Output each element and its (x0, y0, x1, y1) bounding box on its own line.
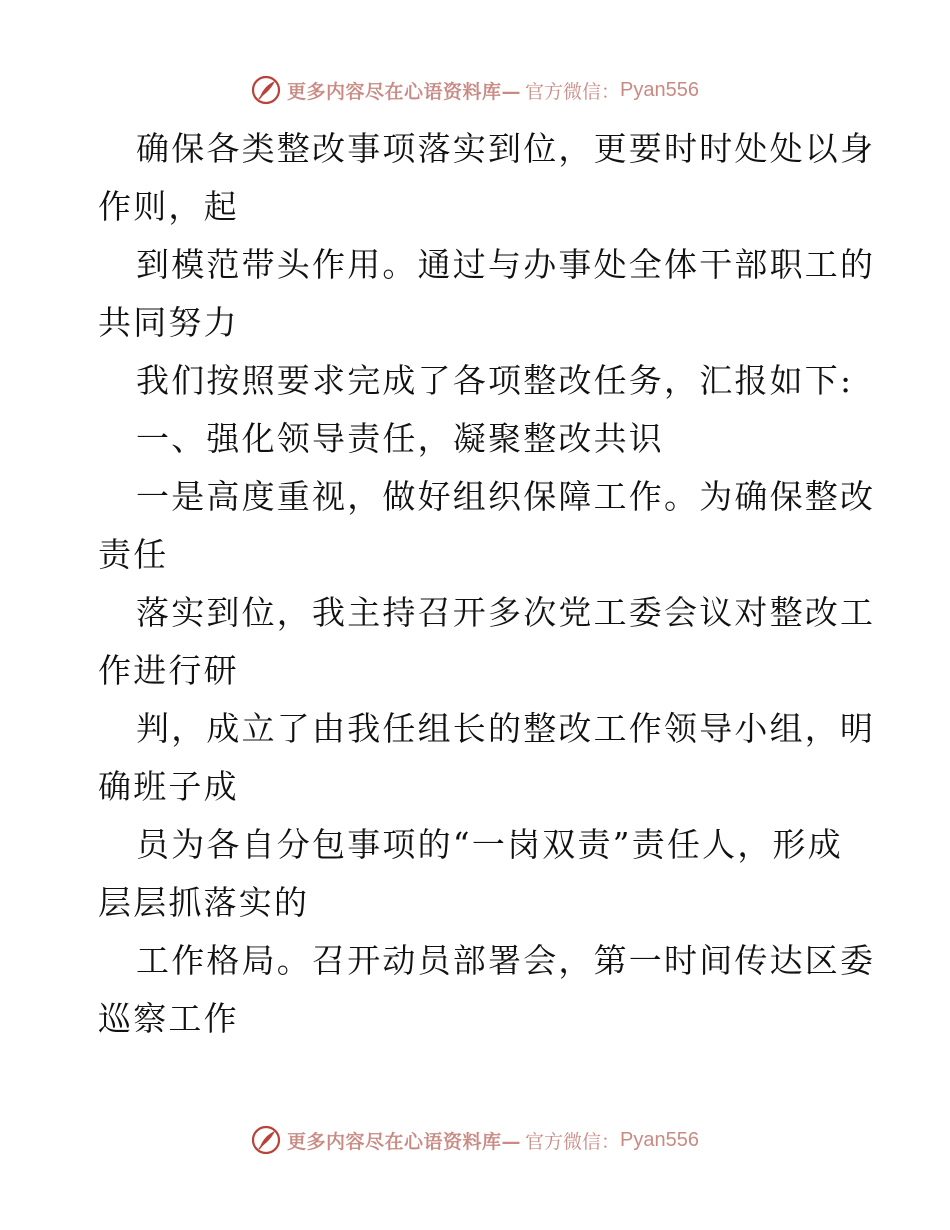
text-line: 一是高度重视，做好组织保障工作。为确保整改 (136, 477, 876, 516)
text-line: 作进行研 (98, 651, 239, 690)
text-line: 共同努力 (98, 303, 239, 342)
text-line: 作则，起 (98, 187, 239, 226)
wechat-id: Pyan556 (620, 1128, 699, 1151)
footer-watermark (0, 1120, 950, 1160)
section-heading: 一、强化领导责任，凝聚整改共识 (136, 419, 664, 458)
text-line: 巡察工作 (98, 999, 239, 1038)
text-line: 确班子成 (98, 767, 239, 806)
header-watermark (0, 70, 950, 110)
wechat-label: 官方微信： (525, 80, 621, 103)
text-line: 我们按照要求完成了各项整改任务，汇报如下: (136, 361, 854, 400)
text-line: 确保各类整改事项落实到位，更要时时处处以身 (136, 129, 876, 168)
text-line: 责任 (98, 535, 169, 574)
text-line: 层层抓落实的 (98, 883, 310, 922)
feather-pen-logo-icon (251, 75, 281, 105)
text-line: 工作格局。召开动员部署会，第一时间传达区委 (136, 941, 876, 980)
text-line: 判，成立了由我任组长的整改工作领导小组，明 (136, 709, 876, 748)
watermark-text: 更多内容尽在心语资料库— (287, 1130, 522, 1153)
wechat-label: 官方微信： (525, 1130, 621, 1153)
watermark-text: 更多内容尽在心语资料库— (287, 80, 522, 103)
wechat-id: Pyan556 (620, 78, 699, 101)
text-line: 落实到位，我主持召开多次党工委会议对整改工 (136, 593, 876, 632)
document-body (98, 120, 876, 1048)
text-line: 到模范带头作用。通过与办事处全体干部职工的 (136, 245, 876, 284)
text-line: 员为各自分包事项的“一岗双责”责任人，形成 (136, 825, 843, 864)
feather-pen-logo-icon (251, 1125, 281, 1155)
